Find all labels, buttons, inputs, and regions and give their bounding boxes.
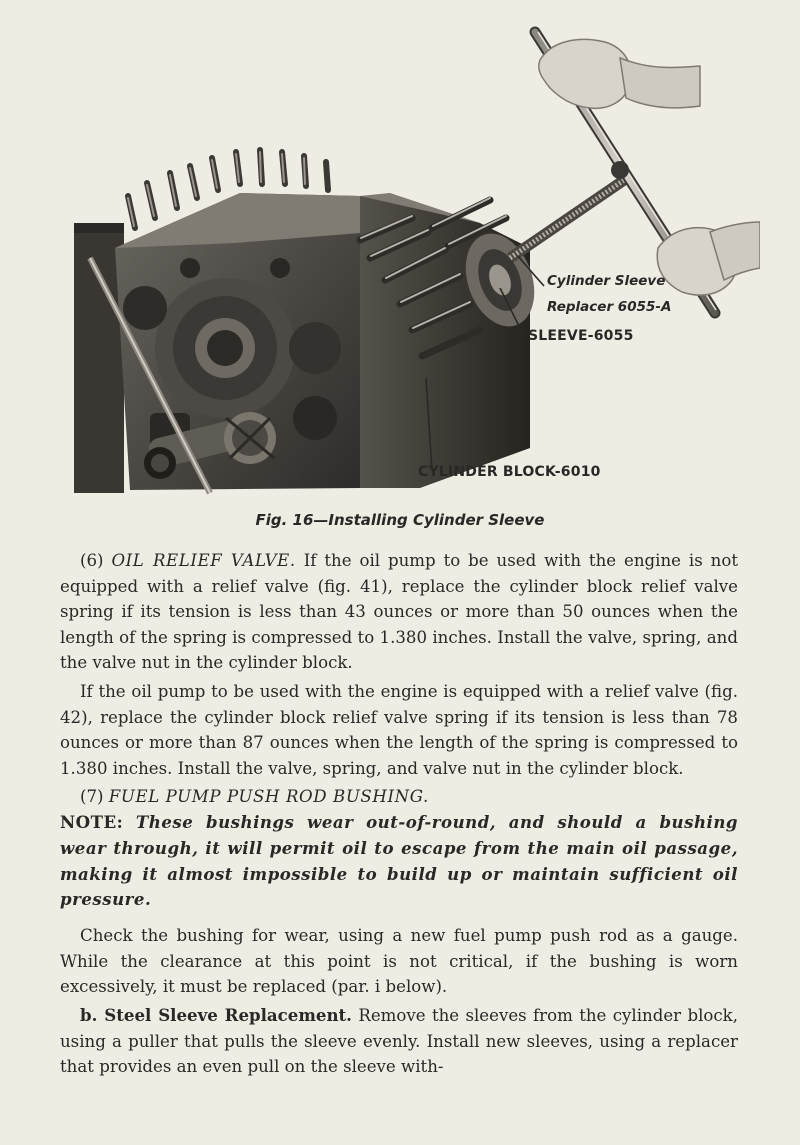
item-body: If the oil pump to be used with the engine is not equipped with a relief valve (fig. 41), replace the cylinder block relief valve spring if its tension is less than 43 ounces or more than 50 ounces when the length of the spring is compressed to 1.380 inches. Install the valve, spring, and the valve nut in the cylinder block. [60,551,739,673]
item-heading: OIL RELIEF VALVE. [111,551,296,570]
paragraph-fuel-pump-push-rod-bushing [60,784,738,810]
callout-sleeve: SLEEVE-6055 [528,328,634,344]
callout-cylinder-block: CYLINDER BLOCK-6010 [418,464,601,480]
callout-replacer-line2: Replacer 6055-A [547,299,672,315]
callout-replacer-line1: Cylinder Sleeve [547,273,666,289]
note-body: These bushings wear out-of-round, and should a bushing wear through, it will permit oil to escape from the main oil passage, making it almost impossible to build up or maintain sufficient oil pressure. [60,811,738,910]
section-lead: b. Steel Sleeve Replacement. [80,1004,352,1025]
item-number: (7) [80,787,109,807]
paragraph-steel-sleeve-replacement [60,1003,738,1080]
hand-top [539,39,632,108]
engine-block-illustration [60,18,760,508]
note-block [60,810,738,913]
figure-caption: Fig. 16—Installing Cylinder Sleeve [255,511,545,529]
item-number: (6) [80,551,112,570]
note-label: NOTE: [60,811,124,832]
figure-installing-cylinder-sleeve [60,18,760,508]
paragraph-relief-valve-equipped: If the oil pump to be used with the engine is equipped with a relief valve (fig. 42), replace the cylinder block relief valve spring if its tension is less than 78 ounces or more than 87 ounces when the length of the spring is compressed to 1.380 inches. Install the valve, spring, and valve nut in the cylinder block. [60,681,738,778]
item-heading: FUEL PUMP PUSH ROD BUSHING. [108,787,429,807]
section-body: Remove the sleeves from the cylinder block, using a puller that pulls the sleeve evenly. Install new sleeves, using a replacer that provides an even pull on the sleeve with- [60,1005,739,1077]
body-text [60,548,738,1080]
paragraph-oil-relief-valve [60,548,738,676]
paragraph-check-bushing: Check the bushing for wear, using a new fuel pump push rod as a gauge. While the clearance at this point is not critical, if the bushing is worn excessively, it must be replaced (par. i below). [60,926,738,997]
